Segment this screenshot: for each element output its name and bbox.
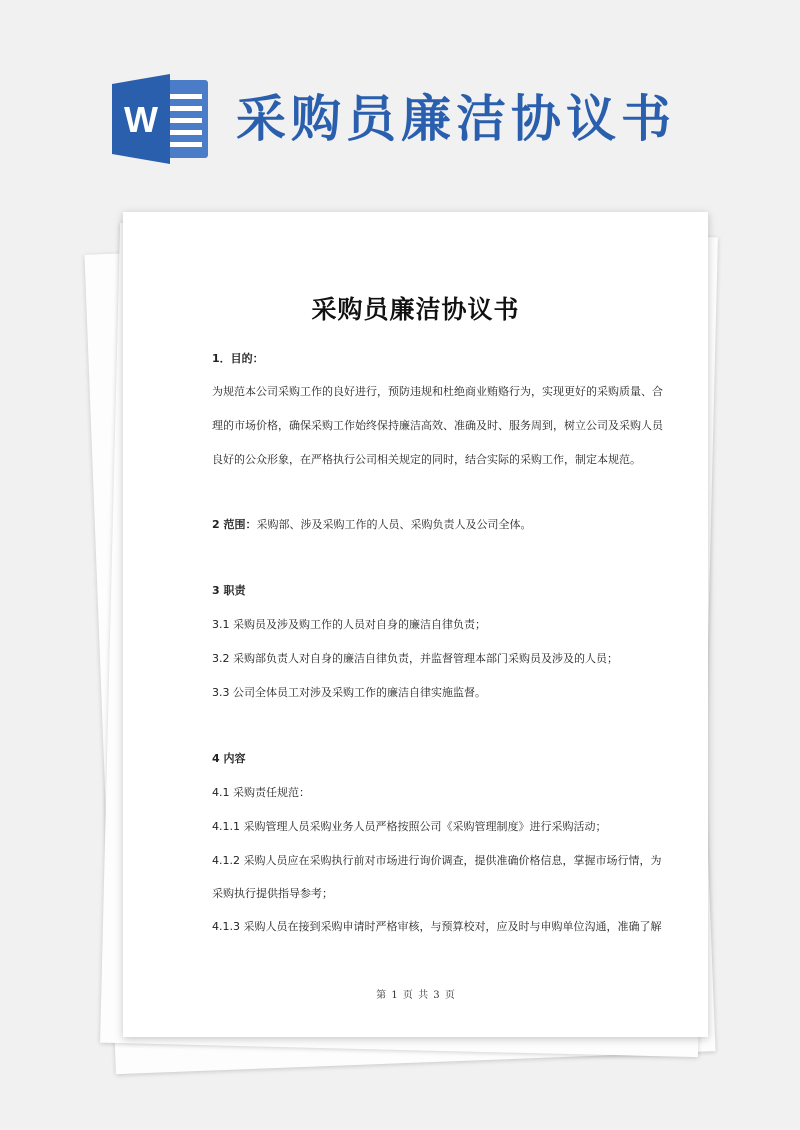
section-1-line-3: 良好的公众形象，在严格执行公司相关规定的同时，结合实际的采购工作，制定本规范。 bbox=[212, 453, 641, 466]
section-4-1-3: 4.1.3 采购人员在接到采购申请时严格审核，与预算校对，应及时与申购单位沟通，准确了解 bbox=[212, 920, 662, 933]
document-header bbox=[112, 74, 676, 164]
section-3-2: 3.2 采购部负责人对自身的廉洁自律负责，并监督管理本部门采购员及涉及的人员； bbox=[212, 652, 618, 665]
section-1-heading: 1．目的： bbox=[212, 352, 264, 365]
section-2-label: 2 范围： bbox=[212, 518, 257, 531]
document-title: 采购员廉洁协议书 bbox=[311, 295, 520, 324]
section-4-1-2-line-2: 采购执行提供指导参考； bbox=[212, 887, 333, 900]
footer-page-unit: 页 bbox=[402, 990, 413, 1001]
section-3-1: 3.1 采购员及涉及购工作的人员对自身的廉洁自律负责； bbox=[212, 618, 486, 631]
section-3-heading: 3 职责 bbox=[212, 584, 246, 597]
word-icon-letter: W bbox=[124, 99, 158, 140]
footer-page-word: 第 bbox=[376, 990, 387, 1001]
footer-current-page: 1 bbox=[391, 990, 398, 1001]
page-number-footer bbox=[123, 986, 708, 1001]
section-4-1: 4.1 采购责任规范： bbox=[212, 786, 310, 799]
section-1-line-2: 理的市场价格，确保采购工作始终保持廉洁高效、准确及时、服务周到，树立公司及采购人员 bbox=[212, 419, 663, 432]
section-4-heading: 4 内容 bbox=[212, 752, 246, 765]
word-icon bbox=[112, 74, 212, 164]
footer-total-unit: 页 bbox=[444, 990, 455, 1001]
section-3-3: 3.3 公司全体员工对涉及采购工作的廉洁自律实施监督。 bbox=[212, 686, 486, 699]
section-1-line-1: 为规范本公司采购工作的良好进行，预防违规和杜绝商业贿赂行为，实现更好的采购质量、合 bbox=[212, 385, 663, 398]
document-page bbox=[123, 212, 708, 1037]
footer-total-pages: 3 bbox=[433, 990, 440, 1001]
header-title: 采购员廉洁协议书 bbox=[236, 90, 676, 148]
section-2-line bbox=[212, 517, 531, 533]
section-4-1-1: 4.1.1 采购管理人员采购业务人员严格按照公司《采购管理制度》进行采购活动； bbox=[212, 820, 607, 833]
section-2-text: 采购部、涉及采购工作的人员、采购负责人及公司全体。 bbox=[256, 518, 532, 531]
footer-total-word: 共 bbox=[418, 990, 429, 1001]
section-4-1-2-line-1: 4.1.2 采购人员应在采购执行前对市场进行询价调查，提供准确价格信息，掌握市场行情，为 bbox=[212, 854, 662, 867]
